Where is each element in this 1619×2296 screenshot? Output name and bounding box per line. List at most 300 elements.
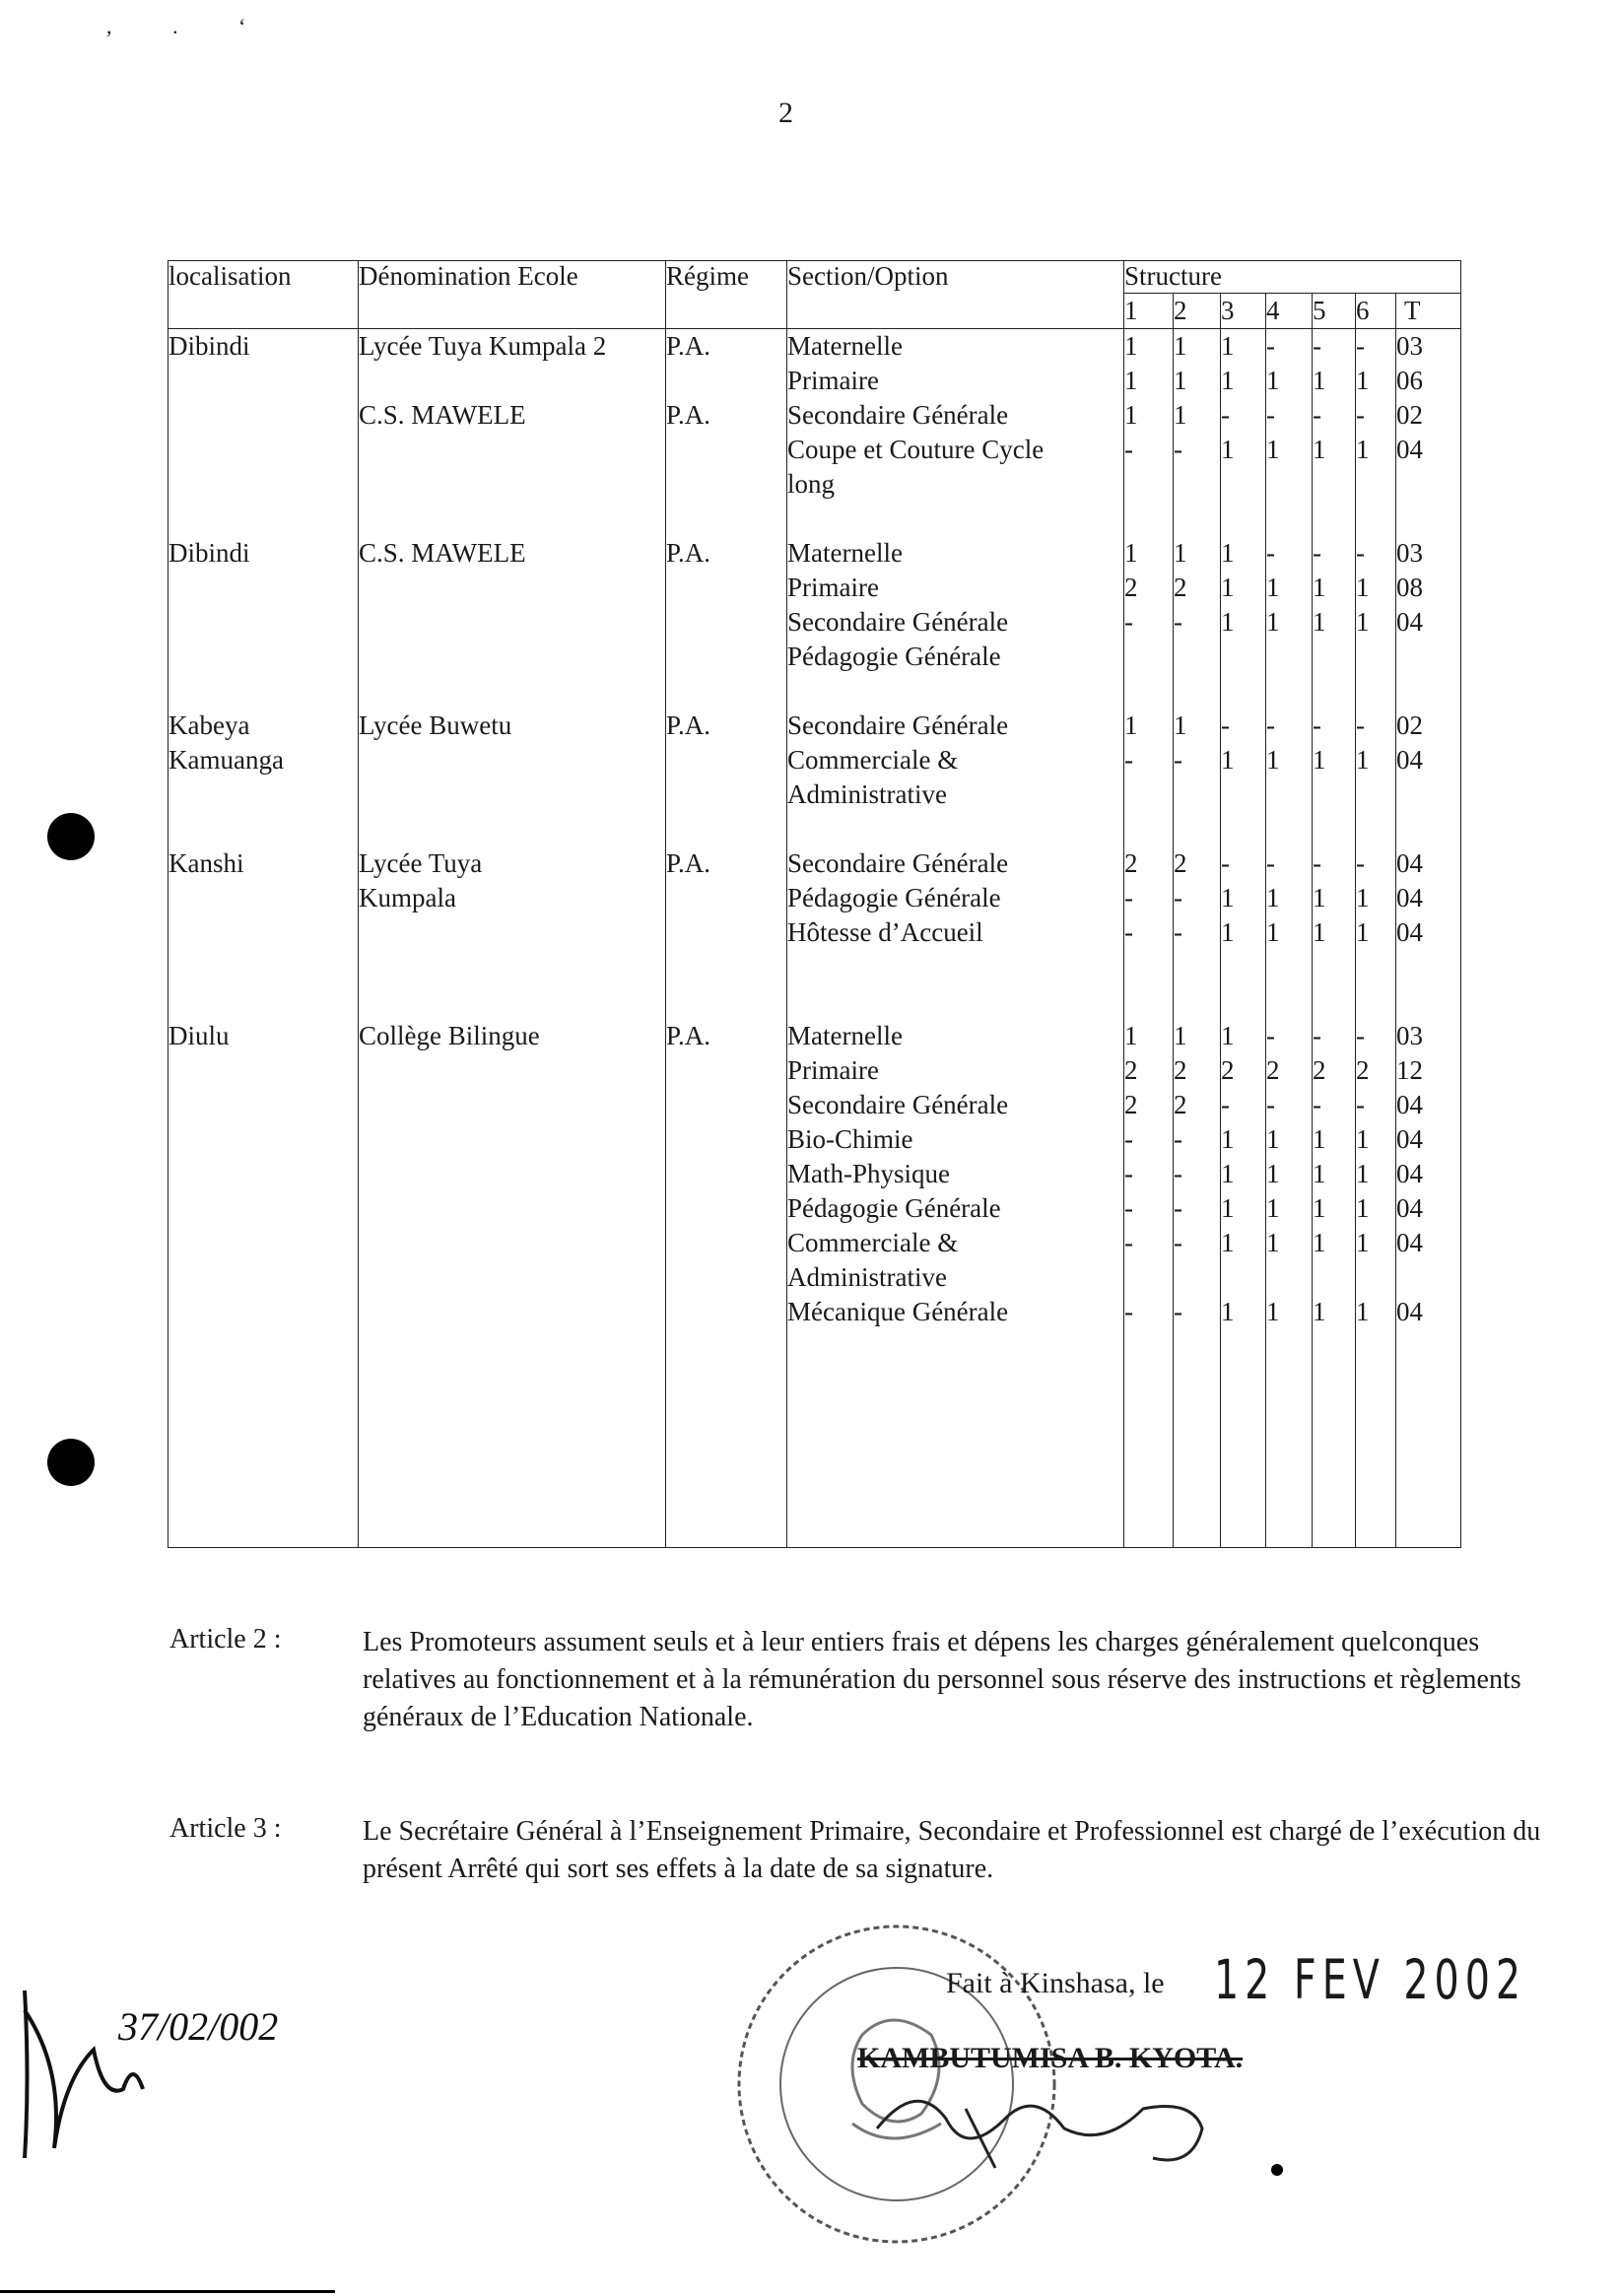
dot-mark <box>1271 2164 1283 2176</box>
total-column <box>1396 329 1461 1548</box>
regime-cell <box>666 915 786 950</box>
school-name-cell <box>359 571 665 605</box>
regime-cell <box>666 1157 786 1191</box>
year-count-cell <box>1221 1260 1265 1295</box>
row-spacer <box>1266 984 1312 1019</box>
regime-cell <box>666 1088 786 1122</box>
year-count-cell: 1 <box>1313 435 1326 464</box>
school-name-cell <box>359 467 665 502</box>
total-count-cell: 04 <box>1396 745 1423 775</box>
year-count-cell: - <box>1174 435 1182 464</box>
school-name-cell: C.S. MAWELE <box>359 538 526 568</box>
year-count-cell: 1 <box>1221 745 1235 775</box>
year-count-cell: 1 <box>1266 1228 1280 1257</box>
section-option-cell: Primaire <box>787 1055 879 1085</box>
year-count-cell: - <box>1313 331 1321 361</box>
year-count-cell: 1 <box>1221 917 1235 947</box>
row-spacer <box>1356 674 1395 709</box>
school-name-cell: Lycée Buwetu <box>359 710 512 740</box>
year-count-cell <box>1313 640 1355 674</box>
year-count-cell: 1 <box>1313 573 1326 602</box>
year-count-cell: 1 <box>1356 745 1370 775</box>
year-count-cell: 1 <box>1266 917 1280 947</box>
row-spacer <box>1313 984 1355 1019</box>
row-spacer <box>1174 674 1220 709</box>
year-count-cell: 1 <box>1356 917 1370 947</box>
year-count-cell: 1 <box>1356 1297 1370 1326</box>
localisation-cell <box>169 1157 358 1191</box>
year-count-cell: 1 <box>1124 710 1138 740</box>
year-count-cell <box>1266 467 1312 502</box>
year-count-cell: 1 <box>1356 1159 1370 1188</box>
year-count-cell: 1 <box>1221 607 1235 637</box>
handwritten-signature <box>867 2069 1281 2178</box>
section-option-cell: Administrative <box>787 1262 947 1292</box>
year-count-cell <box>1124 1260 1173 1295</box>
section-option-cell: Secondaire Générale <box>787 607 1009 637</box>
header-regime: Régime <box>666 261 787 329</box>
row-spacer <box>1124 950 1173 984</box>
year-count-cell: - <box>1124 745 1133 775</box>
year-count-cell: 1 <box>1221 1021 1235 1050</box>
localisation-cell <box>169 1053 358 1088</box>
section-option-cell: Pédagogie Générale <box>787 642 1001 671</box>
year-count-cell: 1 <box>1266 745 1280 775</box>
year-count-cell: 1 <box>1221 538 1235 568</box>
year-count-cell: 1 <box>1221 1193 1235 1223</box>
year-count-cell: - <box>1174 917 1182 947</box>
school-name-cell <box>359 605 665 640</box>
localisation-cell <box>169 1260 358 1295</box>
year-3-column <box>1221 329 1266 1548</box>
regime-cell <box>666 1226 786 1260</box>
margin-annotation <box>10 1971 279 2168</box>
year-count-cell: - <box>1174 1193 1182 1223</box>
regime-cell <box>666 467 786 502</box>
year-count-cell: 1 <box>1266 1124 1280 1154</box>
year-count-cell: 1 <box>1356 883 1370 912</box>
year-6-column <box>1356 329 1396 1548</box>
section-option-cell: Secondaire Générale <box>787 1090 1009 1119</box>
year-count-cell: - <box>1266 848 1275 878</box>
section-option-cell: Secondaire Générale <box>787 400 1009 430</box>
row-spacer <box>787 984 1123 1019</box>
section-option-cell: Coupe et Couture Cycle <box>787 435 1045 464</box>
year-count-cell: - <box>1124 607 1133 637</box>
year-count-cell <box>1174 467 1220 502</box>
year-count-cell: 1 <box>1174 331 1187 361</box>
year-count-cell: - <box>1124 435 1133 464</box>
row-spacer <box>1356 950 1395 984</box>
school-name-cell <box>359 364 665 398</box>
total-count-cell: 06 <box>1396 366 1423 395</box>
year-count-cell: - <box>1356 1090 1365 1119</box>
year-count-cell: 1 <box>1266 883 1280 912</box>
row-spacer <box>1124 812 1173 846</box>
section-option-cell: Commerciale & <box>787 745 959 775</box>
year-count-cell <box>1221 640 1265 674</box>
total-count-cell: 04 <box>1396 917 1423 947</box>
year-count-cell <box>1174 777 1220 812</box>
row-spacer <box>169 812 358 846</box>
school-name-cell: Kumpala <box>359 883 456 912</box>
year-count-cell: 1 <box>1266 366 1280 395</box>
header-year-5: 5 <box>1313 294 1356 329</box>
year-count-cell: - <box>1174 1124 1182 1154</box>
row-spacer <box>169 502 358 536</box>
year-count-cell: - <box>1313 1090 1321 1119</box>
year-count-cell: 1 <box>1174 1021 1187 1050</box>
row-spacer <box>1396 984 1460 1019</box>
year-count-cell: 1 <box>1221 366 1235 395</box>
row-spacer <box>666 812 786 846</box>
row-spacer <box>666 950 786 984</box>
row-spacer <box>1313 502 1355 536</box>
year-count-cell: 1 <box>1356 1228 1370 1257</box>
section-option-cell: Pédagogie Générale <box>787 883 1001 912</box>
localisation-cell <box>169 467 358 502</box>
year-count-cell: 1 <box>1356 607 1370 637</box>
year-count-cell: 2 <box>1221 1055 1235 1085</box>
year-count-cell: 1 <box>1124 366 1138 395</box>
year-count-cell <box>1356 1260 1395 1295</box>
regime-cell <box>666 1260 786 1295</box>
year-count-cell: 1 <box>1124 538 1138 568</box>
section-option-cell: Math-Physique <box>787 1159 950 1188</box>
school-name-cell: C.S. MAWELE <box>359 400 526 430</box>
total-count-cell: 02 <box>1396 710 1423 740</box>
section-option-cell: Secondaire Générale <box>787 710 1009 740</box>
year-count-cell: - <box>1356 400 1365 430</box>
year-count-cell: 2 <box>1124 573 1138 602</box>
row-spacer <box>1124 984 1173 1019</box>
row-spacer <box>666 984 786 1019</box>
regime-cell <box>666 1122 786 1157</box>
section-option-cell: Primaire <box>787 366 879 395</box>
localisation-cell <box>169 777 358 812</box>
header-year-6: 6 <box>1356 294 1396 329</box>
year-count-cell: - <box>1124 1124 1133 1154</box>
year-count-cell: 1 <box>1266 1159 1280 1188</box>
year-count-cell: 2 <box>1174 573 1187 602</box>
row-spacer <box>1221 502 1265 536</box>
school-name-cell <box>359 1226 665 1260</box>
regime-cell: P.A. <box>666 1021 711 1050</box>
year-count-cell: 2 <box>1174 1055 1187 1085</box>
year-count-cell <box>1313 1260 1355 1295</box>
row-spacer <box>1356 502 1395 536</box>
year-count-cell: - <box>1174 745 1182 775</box>
year-count-cell: 2 <box>1174 1090 1187 1119</box>
localisation-cell <box>169 1226 358 1260</box>
annotation-number: 37/02/002 <box>118 2004 279 2049</box>
schools-table <box>168 260 1461 1548</box>
year-count-cell: 1 <box>1356 435 1370 464</box>
year-count-cell: 1 <box>1174 538 1187 568</box>
year-count-cell: - <box>1124 917 1133 947</box>
year-count-cell: - <box>1124 1159 1133 1188</box>
year-count-cell <box>1266 777 1312 812</box>
section-option-cell: Maternelle <box>787 1021 903 1050</box>
regime-cell <box>666 1053 786 1088</box>
regime-cell <box>666 1191 786 1226</box>
article-3-label: Article 3 : <box>169 1813 282 1844</box>
row-spacer <box>1313 950 1355 984</box>
year-count-cell <box>1356 640 1395 674</box>
localisation-cell <box>169 1295 358 1329</box>
total-count-cell: 04 <box>1396 1228 1423 1257</box>
year-count-cell <box>1313 467 1355 502</box>
school-name-cell <box>359 1157 665 1191</box>
year-count-cell: 1 <box>1266 1297 1280 1326</box>
localisation-cell <box>169 364 358 398</box>
row-spacer <box>1221 984 1265 1019</box>
year-count-cell: 1 <box>1266 1193 1280 1223</box>
year-count-cell <box>1266 640 1312 674</box>
year-count-cell: - <box>1124 1297 1133 1326</box>
year-count-cell: - <box>1221 1090 1230 1119</box>
year-count-cell: - <box>1356 331 1365 361</box>
total-count-cell: 02 <box>1396 400 1423 430</box>
school-name-cell: Lycée Tuya Kumpala 2 <box>359 331 607 361</box>
year-count-cell: - <box>1266 400 1275 430</box>
year-4-column <box>1266 329 1313 1548</box>
total-count-cell: 04 <box>1396 883 1423 912</box>
row-spacer <box>1313 674 1355 709</box>
year-count-cell: 1 <box>1313 1159 1326 1188</box>
row-spacer <box>1124 502 1173 536</box>
localisation-cell <box>169 1088 358 1122</box>
year-count-cell <box>1174 1260 1220 1295</box>
localisation-cell <box>169 640 358 674</box>
total-count-cell: 04 <box>1396 848 1423 878</box>
year-count-cell: 1 <box>1266 573 1280 602</box>
total-count-cell: 04 <box>1396 1090 1423 1119</box>
localisation-cell <box>169 915 358 950</box>
year-count-cell: - <box>1124 1228 1133 1257</box>
section-option-cell: Secondaire Générale <box>787 848 1009 878</box>
row-spacer <box>1174 502 1220 536</box>
section-option-cell: Administrative <box>787 779 947 809</box>
year-count-cell: 1 <box>1174 366 1187 395</box>
row-spacer <box>1356 984 1395 1019</box>
row-spacer <box>1313 812 1355 846</box>
year-count-cell: - <box>1221 848 1230 878</box>
row-spacer <box>787 950 1123 984</box>
year-count-cell: - <box>1266 710 1275 740</box>
localisation-cell <box>169 1191 358 1226</box>
section-option-cell: Pédagogie Générale <box>787 1193 1001 1223</box>
row-spacer <box>1396 950 1460 984</box>
row-spacer <box>787 674 1123 709</box>
regime-cell <box>666 433 786 467</box>
regime-cell <box>666 1295 786 1329</box>
section-option-cell: long <box>787 469 836 499</box>
localisation-cell: Kamuanga <box>169 745 284 775</box>
signatory-name: KAMBUTUMISA B. KYOTA. <box>857 2042 1244 2074</box>
year-count-cell: 1 <box>1221 573 1235 602</box>
punch-hole-icon <box>47 1439 95 1486</box>
year-count-cell <box>1356 777 1395 812</box>
row-spacer <box>169 950 358 984</box>
row-spacer <box>1221 950 1265 984</box>
year-count-cell: - <box>1356 848 1365 878</box>
year-count-cell: 1 <box>1313 1228 1326 1257</box>
year-count-cell: - <box>1313 710 1321 740</box>
year-count-cell <box>1356 467 1395 502</box>
year-count-cell: 2 <box>1266 1055 1280 1085</box>
school-name-cell <box>359 1260 665 1295</box>
school-name-cell <box>359 777 665 812</box>
article-2-label: Article 2 : <box>169 1624 282 1654</box>
year-count-cell: - <box>1266 1090 1275 1119</box>
bottom-rule <box>0 2290 335 2293</box>
header-localisation: localisation <box>169 261 359 329</box>
year-count-cell: 1 <box>1266 435 1280 464</box>
total-count-cell: 04 <box>1396 1193 1423 1223</box>
year-count-cell: - <box>1313 848 1321 878</box>
year-count-cell: 1 <box>1221 1297 1235 1326</box>
year-count-cell: 2 <box>1124 1055 1138 1085</box>
regime-cell: P.A. <box>666 538 711 568</box>
row-spacer <box>1174 812 1220 846</box>
school-name-cell: Collège Bilingue <box>359 1021 540 1050</box>
year-count-cell: - <box>1221 400 1230 430</box>
school-name-cell <box>359 1088 665 1122</box>
place-line: Fait à Kinshasa, le <box>946 1967 1165 1999</box>
section-option-cell: Maternelle <box>787 331 903 361</box>
year-count-cell <box>1124 777 1173 812</box>
year-5-column <box>1313 329 1356 1548</box>
year-count-cell: - <box>1266 538 1275 568</box>
year-count-cell: 1 <box>1174 710 1187 740</box>
regime-cell <box>666 571 786 605</box>
year-count-cell: 1 <box>1313 366 1326 395</box>
school-name-cell <box>359 1295 665 1329</box>
year-count-cell: 1 <box>1313 917 1326 947</box>
total-count-cell <box>1396 1260 1460 1295</box>
year-2-column <box>1174 329 1221 1548</box>
localisation-cell <box>169 433 358 467</box>
year-count-cell: 2 <box>1124 848 1138 878</box>
total-count-cell: 08 <box>1396 573 1423 602</box>
total-count-cell: 03 <box>1396 538 1423 568</box>
row-spacer <box>1396 674 1460 709</box>
year-count-cell: - <box>1313 400 1321 430</box>
row-spacer <box>1396 812 1460 846</box>
year-count-cell: - <box>1174 1159 1182 1188</box>
row-spacer <box>1221 812 1265 846</box>
row-spacer <box>169 674 358 709</box>
year-count-cell <box>1221 467 1265 502</box>
year-count-cell: - <box>1124 883 1133 912</box>
date-stamp: 12 FEV 2002 <box>1214 1949 1527 2012</box>
total-count-cell <box>1396 777 1460 812</box>
year-count-cell: - <box>1266 1021 1275 1050</box>
regime-cell <box>666 881 786 915</box>
year-count-cell: - <box>1124 1193 1133 1223</box>
total-count-cell: 03 <box>1396 331 1423 361</box>
year-count-cell: - <box>1221 710 1230 740</box>
total-count-cell: 03 <box>1396 1021 1423 1050</box>
year-count-cell: 1 <box>1174 400 1187 430</box>
regime-cell <box>666 777 786 812</box>
section-option-cell: Primaire <box>787 573 879 602</box>
section-option-cell: Maternelle <box>787 538 903 568</box>
section-option-cell: Bio-Chimie <box>787 1124 913 1154</box>
header-total: T <box>1396 294 1461 329</box>
year-count-cell: 2 <box>1124 1090 1138 1119</box>
year-count-cell <box>1174 640 1220 674</box>
section-option-cell: Mécanique Générale <box>787 1297 1009 1326</box>
localisation-cell: Diulu <box>169 1021 230 1050</box>
school-name-cell <box>359 1122 665 1157</box>
year-count-cell: 1 <box>1221 1159 1235 1188</box>
year-count-cell: 1 <box>1356 1124 1370 1154</box>
regime-cell: P.A. <box>666 710 711 740</box>
row-spacer <box>1174 950 1220 984</box>
localisation-column <box>169 329 359 1548</box>
year-count-cell: - <box>1174 1297 1182 1326</box>
localisation-cell: Kanshi <box>169 848 244 878</box>
year-count-cell: - <box>1313 538 1321 568</box>
year-count-cell: 2 <box>1356 1055 1370 1085</box>
year-count-cell: - <box>1174 607 1182 637</box>
row-spacer <box>1266 502 1312 536</box>
year-count-cell: 1 <box>1221 883 1235 912</box>
year-count-cell: - <box>1266 331 1275 361</box>
regime-cell <box>666 364 786 398</box>
top-corner-marks: , . ‘ <box>106 14 274 38</box>
year-1-column <box>1124 329 1174 1548</box>
year-count-cell: 1 <box>1266 607 1280 637</box>
row-spacer <box>1221 674 1265 709</box>
school-name-cell <box>359 743 665 777</box>
year-count-cell <box>1221 777 1265 812</box>
header-section: Section/Option <box>787 261 1124 329</box>
year-count-cell: 1 <box>1124 1021 1138 1050</box>
year-count-cell: 1 <box>1124 400 1138 430</box>
row-spacer <box>359 984 665 1019</box>
article-2-text: Les Promoteurs assument seuls et à leur entiers frais et dépens les charges généralement quelconques relatives au fonctionnement et à la rémunération du personnel sous réserve des instructions et règlements généraux de l’Education Nationale. <box>363 1627 1521 1732</box>
year-count-cell: - <box>1356 1021 1365 1050</box>
total-count-cell: 12 <box>1396 1055 1423 1085</box>
section-option-cell: Commerciale & <box>787 1228 959 1257</box>
regime-cell: P.A. <box>666 848 711 878</box>
row-spacer <box>169 984 358 1019</box>
school-name-cell <box>359 915 665 950</box>
header-year-3: 3 <box>1221 294 1266 329</box>
total-count-cell: 04 <box>1396 1159 1423 1188</box>
school-column <box>359 329 666 1548</box>
school-name-cell <box>359 433 665 467</box>
regime-column <box>666 329 787 1548</box>
year-count-cell <box>1313 777 1355 812</box>
row-spacer <box>359 674 665 709</box>
school-name-cell <box>359 1053 665 1088</box>
row-spacer <box>1356 812 1395 846</box>
year-count-cell: 1 <box>1221 331 1235 361</box>
year-count-cell: 1 <box>1221 1228 1235 1257</box>
row-spacer <box>666 502 786 536</box>
year-count-cell: 1 <box>1313 607 1326 637</box>
year-count-cell: 1 <box>1356 1193 1370 1223</box>
header-structure: Structure <box>1124 261 1461 294</box>
total-count-cell: 04 <box>1396 607 1423 637</box>
year-count-cell: - <box>1356 710 1365 740</box>
localisation-cell <box>169 571 358 605</box>
row-spacer <box>1266 674 1312 709</box>
